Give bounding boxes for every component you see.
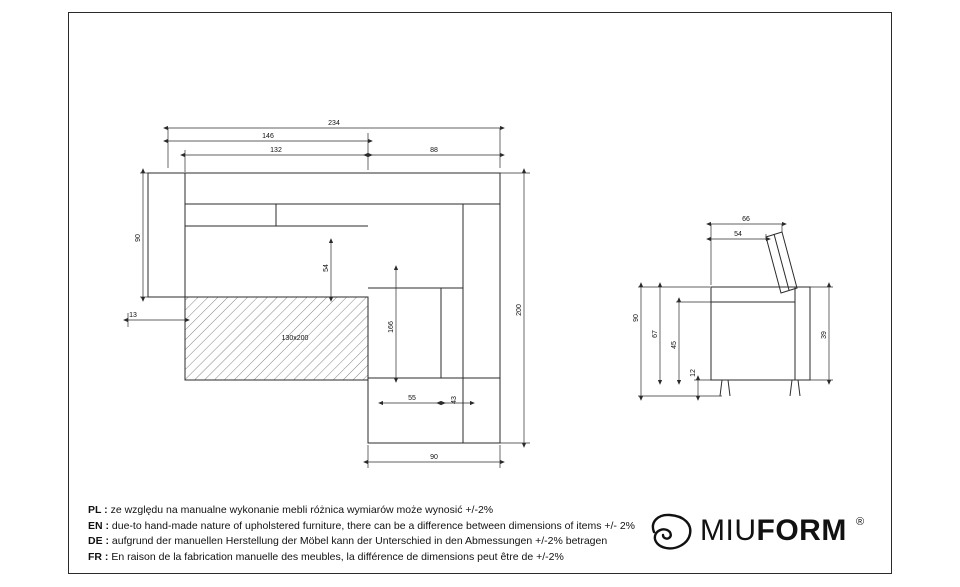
- legend-text-fr: En raison de la fabrication manuelle des meubles, la différence de dimensions peut être de +/-2%: [108, 550, 564, 563]
- dim-side-seat-back: 45: [671, 341, 678, 349]
- brand-wordmark: [700, 514, 847, 548]
- legend-row-en: [88, 519, 635, 535]
- dim-overall-height: 200: [516, 304, 523, 316]
- legend-text-de: aufgrund der manuellen Herstellung der Möbel kann der Unterschied in den Abmessungen +/-2% betragen: [109, 535, 608, 547]
- brand-logo: [648, 512, 872, 560]
- dim-arm-run: 166: [388, 321, 395, 333]
- dim-left-depth: 90: [135, 234, 142, 242]
- legend-block: [88, 503, 635, 565]
- legend-row-de: [88, 534, 628, 550]
- legend-code-de: DE :: [88, 535, 109, 547]
- dim-overall-width: 234: [328, 120, 340, 127]
- legend-code-fr: FR :: [88, 550, 109, 563]
- dim-bottom-seat: 55: [408, 395, 416, 402]
- legend-row-pl: [88, 503, 628, 519]
- dim-bottom-arm: 43: [451, 396, 458, 404]
- brand-name-form: FORM: [756, 514, 847, 547]
- brand-name-m: M: [700, 514, 726, 547]
- dim-side-leg-height: 12: [690, 369, 697, 377]
- legend-code-en: EN :: [88, 519, 109, 532]
- legend-text-pl: ze względu na manualne wykonanie mebli różnica wymiarów może wynosić +/-2%: [107, 504, 494, 516]
- legend-code-pl: PL :: [88, 504, 108, 516]
- brand-name-iu: IU: [725, 514, 757, 547]
- brand-registered-mark: ®: [856, 516, 865, 528]
- dim-side-top-width: 66: [742, 216, 750, 223]
- dim-right-segment: 88: [430, 147, 438, 154]
- legend-text-en: due-to hand-made nature of upholstered furniture, there can be a difference between dimensions of items +/- 2%: [109, 519, 635, 532]
- dim-inner-width-lower: 132: [270, 147, 282, 154]
- dim-side-cushion-width: 54: [734, 231, 742, 238]
- dim-bottom-width: 90: [430, 454, 438, 461]
- dim-seat-depth: 54: [323, 264, 330, 272]
- legend-row-fr: [88, 550, 628, 566]
- dim-left-edge: 13: [129, 312, 137, 319]
- dim-side-overall-height: 90: [633, 314, 640, 322]
- dim-inner-width-upper: 146: [262, 133, 274, 140]
- dim-side-depth-right: 39: [821, 331, 828, 339]
- dim-side-back-height: 67: [652, 330, 659, 338]
- miuform-mark-icon: [648, 512, 696, 552]
- dim-sleep-area: 130x200: [281, 335, 309, 342]
